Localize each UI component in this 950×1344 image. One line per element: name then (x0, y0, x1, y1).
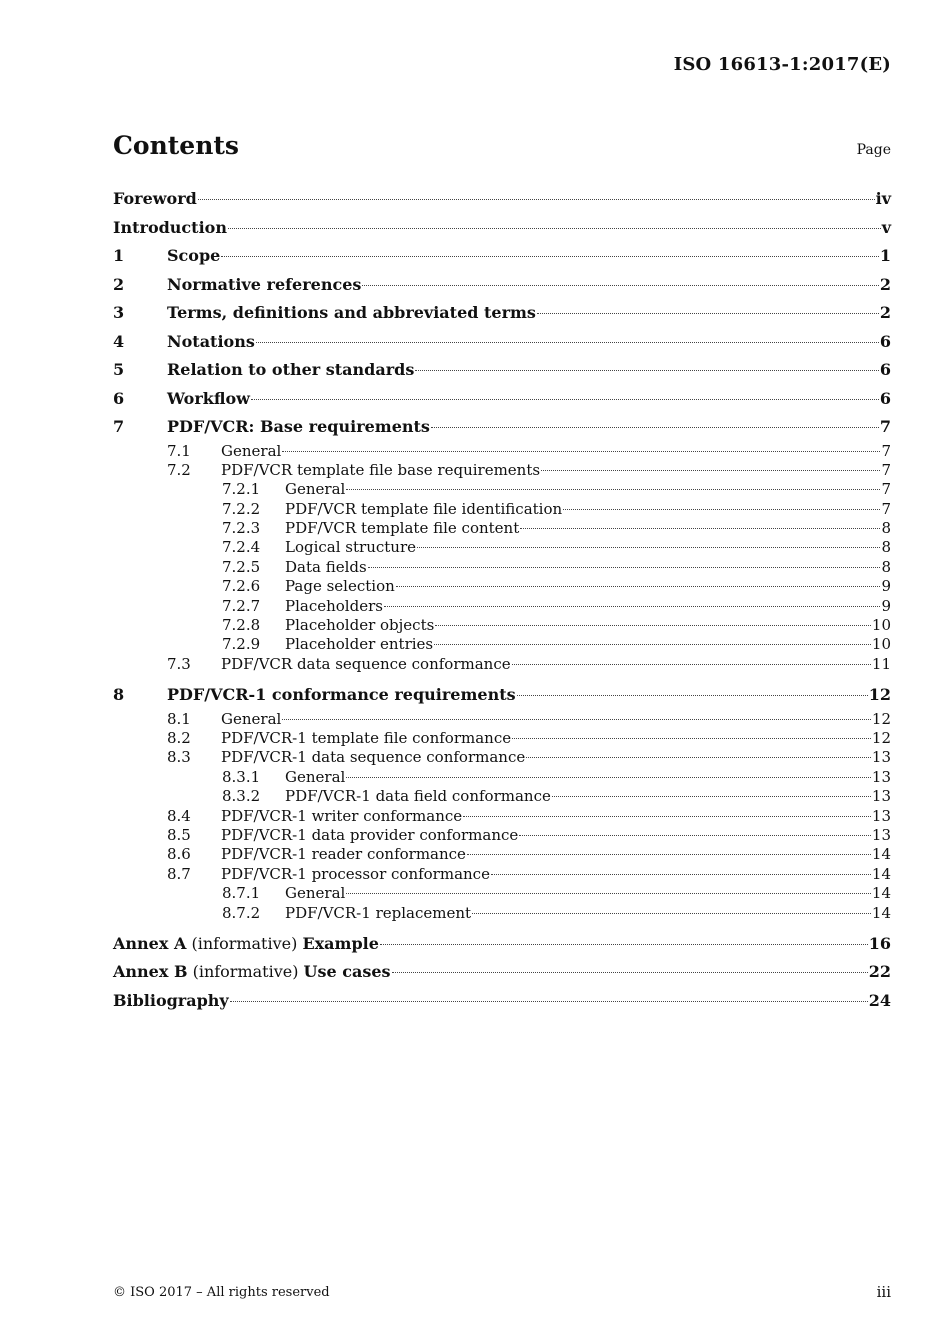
dot-leader (392, 972, 868, 973)
document-id: ISO 16613-1:2017(E) (673, 54, 891, 75)
toc-entry-title: Introduction (113, 217, 227, 237)
toc-entry-number: 7.2.2 (222, 499, 261, 518)
toc-entry[interactable] (113, 500, 891, 519)
toc-entry-number: 7.2.9 (222, 635, 261, 654)
toc-entry-page: 12 (871, 709, 891, 728)
toc-entry-page: 6 (879, 360, 891, 379)
toc-entry-title: Foreword (113, 189, 197, 208)
toc-entry[interactable] (113, 729, 891, 748)
toc-entry-title: General (221, 441, 282, 460)
toc-entry-page: 6 (879, 388, 891, 408)
toc-entry-page: 10 (871, 616, 891, 635)
dot-leader (228, 228, 881, 229)
toc-entry-title: Data fields (285, 557, 367, 576)
toc-entry[interactable] (113, 635, 891, 654)
toc-entry-title: PDF/VCR-1 processor conformance (221, 864, 490, 883)
toc-entry-number: 5 (113, 360, 125, 379)
table-of-contents (113, 185, 891, 1015)
dot-leader (512, 664, 871, 665)
toc-entry-page: 7 (881, 499, 891, 518)
dot-leader (512, 738, 871, 739)
toc-entry-page: 9 (881, 596, 891, 615)
dot-leader (251, 399, 879, 400)
toc-entry-page: 2 (879, 303, 891, 322)
dot-leader (491, 874, 871, 875)
toc-entry-page: 13 (871, 767, 891, 786)
toc-entry-title: Workflow (167, 388, 250, 408)
dot-leader (198, 199, 875, 200)
toc-entry-page: 10 (871, 635, 891, 654)
dot-leader (563, 509, 880, 510)
toc-entry-page: 13 (871, 806, 891, 825)
toc-entry[interactable] (113, 710, 891, 729)
toc-entry-number: 8.3 (167, 748, 191, 767)
toc-entry[interactable] (113, 413, 891, 442)
toc-entry[interactable] (113, 185, 891, 214)
dot-leader (417, 547, 880, 548)
toc-entry-page: 1 (879, 246, 891, 265)
toc-entry-number: 7.2.5 (222, 557, 261, 576)
toc-entry[interactable] (113, 865, 891, 884)
toc-entry-number: 8.6 (167, 845, 191, 864)
toc-entry-page: 22 (868, 962, 891, 982)
toc-entry-title: General (285, 480, 346, 499)
toc-entry-page: 14 (871, 845, 891, 864)
toc-entry-title: Normative references (167, 274, 362, 294)
dot-leader (384, 606, 881, 607)
toc-entry[interactable] (113, 681, 891, 710)
toc-entry[interactable] (113, 538, 891, 557)
toc-entry-number: 8.7 (167, 864, 191, 883)
toc-entry-number: 4 (113, 331, 125, 351)
toc-entry-title: PDF/VCR template file content (285, 519, 520, 538)
toc-entry-page: 13 (871, 787, 891, 806)
toc-entry-title: PDF/VCR template file base requirements (221, 460, 541, 479)
dot-leader (346, 777, 871, 778)
toc-entry-title: Terms, definitions and abbreviated terms (167, 303, 536, 322)
toc-entry-title: PDF/VCR-1 template file conformance (221, 729, 512, 748)
toc-entry-page: 9 (881, 577, 891, 596)
dot-leader (541, 470, 880, 471)
toc-entry-page: iv (875, 189, 891, 208)
toc-entry-title: PDF/VCR-1 replacement (285, 903, 472, 922)
toc-entry-number: 8.4 (167, 806, 191, 825)
toc-entry-number: 7.2.1 (222, 480, 261, 499)
footer-copyright: © ISO 2017 – All rights reserved (113, 1285, 330, 1300)
dot-leader (380, 944, 868, 945)
dot-leader (368, 567, 881, 568)
dot-leader (467, 854, 871, 855)
toc-entry-title: PDF/VCR template file identification (285, 499, 563, 518)
toc-entry-title: Bibliography (113, 990, 229, 1010)
toc-entry-number: 8.2 (167, 729, 191, 748)
toc-entry-title: General (285, 884, 346, 903)
contents-heading: Contents (113, 131, 240, 160)
dot-leader (517, 695, 868, 696)
dot-leader (431, 427, 879, 428)
toc-entry[interactable] (113, 558, 891, 577)
toc-entry-title: Placeholder objects (285, 616, 435, 635)
toc-entry-title: Placeholders (285, 596, 383, 615)
toc-entry-page: 8 (881, 557, 891, 576)
toc-entry[interactable] (113, 826, 891, 845)
toc-entry-title: Notations (167, 331, 255, 351)
toc-entry[interactable] (113, 480, 891, 499)
dot-leader (362, 285, 878, 286)
toc-entry-title: PDF/VCR-1 conformance requirements (167, 685, 516, 705)
toc-entry-title: Annex B (informative) Use cases (113, 962, 391, 982)
dot-leader (346, 893, 871, 894)
toc-entry-title: PDF/VCR: Base requirements (167, 417, 430, 436)
toc-entry[interactable] (113, 385, 891, 414)
toc-entry-title: Annex A (informative) Example (113, 933, 379, 953)
toc-entry-page: 24 (868, 990, 891, 1010)
dot-leader (415, 370, 879, 371)
toc-entry[interactable] (113, 904, 891, 923)
toc-entry[interactable] (113, 577, 891, 596)
toc-entry-page: 7 (881, 441, 891, 460)
toc-entry-number: 8 (113, 685, 125, 705)
toc-entry-page: 14 (871, 903, 891, 922)
toc-entry[interactable] (113, 519, 891, 538)
toc-entry-page: 2 (879, 274, 891, 294)
toc-entry-page: 11 (871, 654, 891, 673)
toc-entry-page: 12 (871, 729, 891, 748)
toc-entry[interactable] (113, 958, 891, 987)
toc-entry[interactable] (113, 442, 891, 461)
toc-entry-title: Logical structure (285, 538, 416, 557)
toc-entry[interactable] (113, 655, 891, 674)
toc-entry-title: Placeholder entries (285, 635, 434, 654)
dot-leader (537, 313, 879, 314)
toc-entry-page: 12 (868, 685, 891, 705)
toc-entry-title: PDF/VCR-1 data provider conformance (221, 826, 519, 845)
toc-entry-page: 7 (879, 417, 891, 436)
toc-entry-page: 7 (881, 460, 891, 479)
toc-entry[interactable] (113, 748, 891, 767)
toc-entry-number: 7.1 (167, 441, 191, 460)
toc-entry-number: 2 (113, 274, 125, 294)
toc-entry-number: 8.3.2 (222, 787, 261, 806)
page-column-label: Page (856, 142, 891, 158)
toc-entry-number: 8.7.2 (222, 903, 261, 922)
toc-entry-title: PDF/VCR-1 writer conformance (221, 806, 463, 825)
toc-entry-number: 7.2.6 (222, 577, 261, 596)
toc-entry-page: 13 (871, 748, 891, 767)
toc-entry[interactable] (113, 328, 891, 357)
toc-entry-number: 7.2 (167, 460, 191, 479)
toc-entry-number: 6 (113, 388, 125, 408)
toc-entry-page: 6 (879, 331, 891, 351)
toc-entry-number: 7.2.8 (222, 616, 261, 635)
toc-entry-page: v (881, 217, 891, 237)
toc-entry-title: Page selection (285, 577, 395, 596)
toc-entry[interactable] (113, 597, 891, 616)
toc-entry[interactable] (113, 461, 891, 480)
toc-entry-title: General (285, 767, 346, 786)
toc-entry-title: General (221, 709, 282, 728)
toc-entry-title: PDF/VCR-1 data sequence conformance (221, 748, 526, 767)
dot-leader (463, 816, 871, 817)
dot-leader (282, 451, 880, 452)
dot-leader (519, 835, 871, 836)
toc-entry-title: PDF/VCR-1 reader conformance (221, 845, 466, 864)
toc-entry[interactable] (113, 845, 891, 864)
toc-entry[interactable] (113, 616, 891, 635)
toc-entry-number: 1 (113, 246, 125, 265)
toc-entry[interactable] (113, 787, 891, 806)
dot-leader (434, 644, 871, 645)
toc-entry[interactable] (113, 242, 891, 271)
toc-entry-title: PDF/VCR data sequence conformance (221, 654, 511, 673)
toc-entry-number: 8.5 (167, 826, 191, 845)
dot-leader (472, 913, 871, 914)
toc-entry-page: 14 (871, 884, 891, 903)
dot-leader (256, 342, 879, 343)
toc-entry-title: PDF/VCR-1 data field conformance (285, 787, 551, 806)
toc-entry[interactable] (113, 271, 891, 300)
toc-entry[interactable] (113, 299, 891, 328)
toc-entry-number: 7 (113, 417, 125, 436)
dot-leader (526, 757, 871, 758)
footer-page-number: iii (876, 1283, 891, 1301)
dot-leader (552, 796, 871, 797)
toc-entry[interactable] (113, 884, 891, 903)
toc-entry-page: 13 (871, 826, 891, 845)
toc-entry-number: 8.3.1 (222, 767, 261, 786)
toc-entry-page: 8 (881, 519, 891, 538)
dot-leader (346, 489, 880, 490)
toc-entry[interactable] (113, 987, 891, 1016)
toc-entry-page: 16 (868, 933, 891, 953)
toc-entry[interactable] (113, 930, 891, 959)
toc-entry[interactable] (113, 768, 891, 787)
toc-entry-number: 7.2.4 (222, 538, 261, 557)
toc-entry[interactable] (113, 356, 891, 385)
toc-entry-number: 3 (113, 303, 125, 322)
toc-entry-title: Scope (167, 246, 221, 265)
toc-entry-number: 7.2.7 (222, 596, 261, 615)
toc-entry-number: 8.7.1 (222, 884, 261, 903)
toc-entry-page: 8 (881, 538, 891, 557)
toc-entry-number: 7.2.3 (222, 519, 261, 538)
toc-entry-number: 8.1 (167, 709, 191, 728)
toc-entry[interactable] (113, 214, 891, 243)
toc-entry[interactable] (113, 807, 891, 826)
dot-leader (396, 586, 881, 587)
toc-entry-page: 7 (881, 480, 891, 499)
dot-leader (221, 256, 879, 257)
toc-entry-number: 7.3 (167, 654, 191, 673)
dot-leader (282, 719, 871, 720)
dot-leader (435, 625, 871, 626)
toc-entry-page: 14 (871, 864, 891, 883)
dot-leader (520, 528, 880, 529)
dot-leader (230, 1001, 868, 1002)
toc-entry-title: Relation to other standards (167, 360, 415, 379)
